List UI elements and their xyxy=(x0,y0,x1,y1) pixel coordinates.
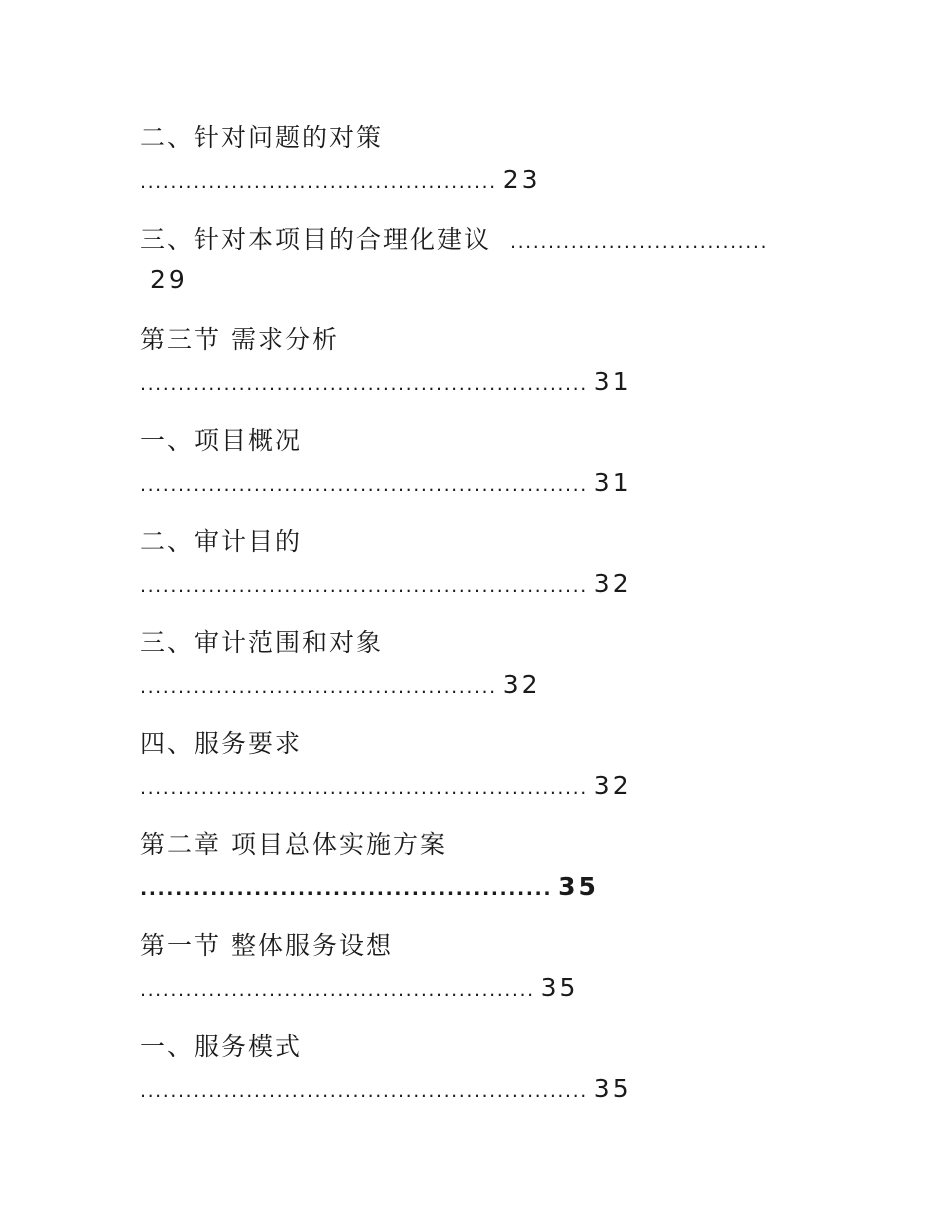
toc-entry-title: 三、审计范围和对象 xyxy=(140,628,384,657)
dot-leader: ........................................................... xyxy=(140,474,588,496)
toc-entry-leader xyxy=(510,227,768,252)
dot-leader: ............................................... xyxy=(140,676,497,698)
dot-leader: ............................................... xyxy=(140,171,497,193)
page-number: 32 xyxy=(502,670,541,699)
toc-entry-leader xyxy=(140,167,541,192)
toc-entry-leader xyxy=(140,571,632,596)
toc-entry-leader xyxy=(140,773,632,798)
page-number: 29 xyxy=(150,265,188,294)
dot-leader: ........................................................... xyxy=(140,373,588,395)
page-number: 32 xyxy=(593,771,632,800)
toc-entry-title: 第一节 整体服务设想 xyxy=(140,931,393,960)
dot-leader: ........................................................... xyxy=(140,777,588,799)
toc-entry-title: 三、针对本项目的合理化建议 xyxy=(140,225,492,254)
toc-entry-title: 一、服务模式 xyxy=(140,1032,303,1061)
page-number: 32 xyxy=(593,569,632,598)
dot-leader: .................................. xyxy=(510,231,769,253)
page-number: 35 xyxy=(540,973,579,1002)
dot-leader: .................................................... xyxy=(140,979,535,1001)
page-number: 31 xyxy=(593,367,632,396)
toc-entry-leader xyxy=(140,470,632,495)
toc-entry-title: 第二章 项目总体实施方案 xyxy=(140,830,447,859)
page-number: 31 xyxy=(593,468,632,497)
page-number: 35 xyxy=(593,1074,632,1103)
toc-entry-leader xyxy=(140,975,578,1000)
toc-entry-leader xyxy=(140,369,632,394)
toc-entry-title: 二、针对问题的对策 xyxy=(140,123,384,152)
toc-entry-leader xyxy=(140,874,599,899)
toc-entry-leader xyxy=(140,672,541,697)
toc-entry-leader xyxy=(140,1076,632,1101)
page-number: 23 xyxy=(502,165,541,194)
toc-entry-title: 一、项目概况 xyxy=(140,426,303,455)
toc-entry-title: 二、审计目的 xyxy=(140,527,303,556)
dot-leader: ........................................................... xyxy=(140,1080,588,1102)
page-number: 35 xyxy=(558,872,599,901)
dot-leader: ............................................... xyxy=(140,878,553,900)
toc-entry-title: 第三节 需求分析 xyxy=(140,325,339,354)
toc-entry-title: 四、服务要求 xyxy=(140,729,303,758)
dot-leader: ........................................................... xyxy=(140,575,588,597)
